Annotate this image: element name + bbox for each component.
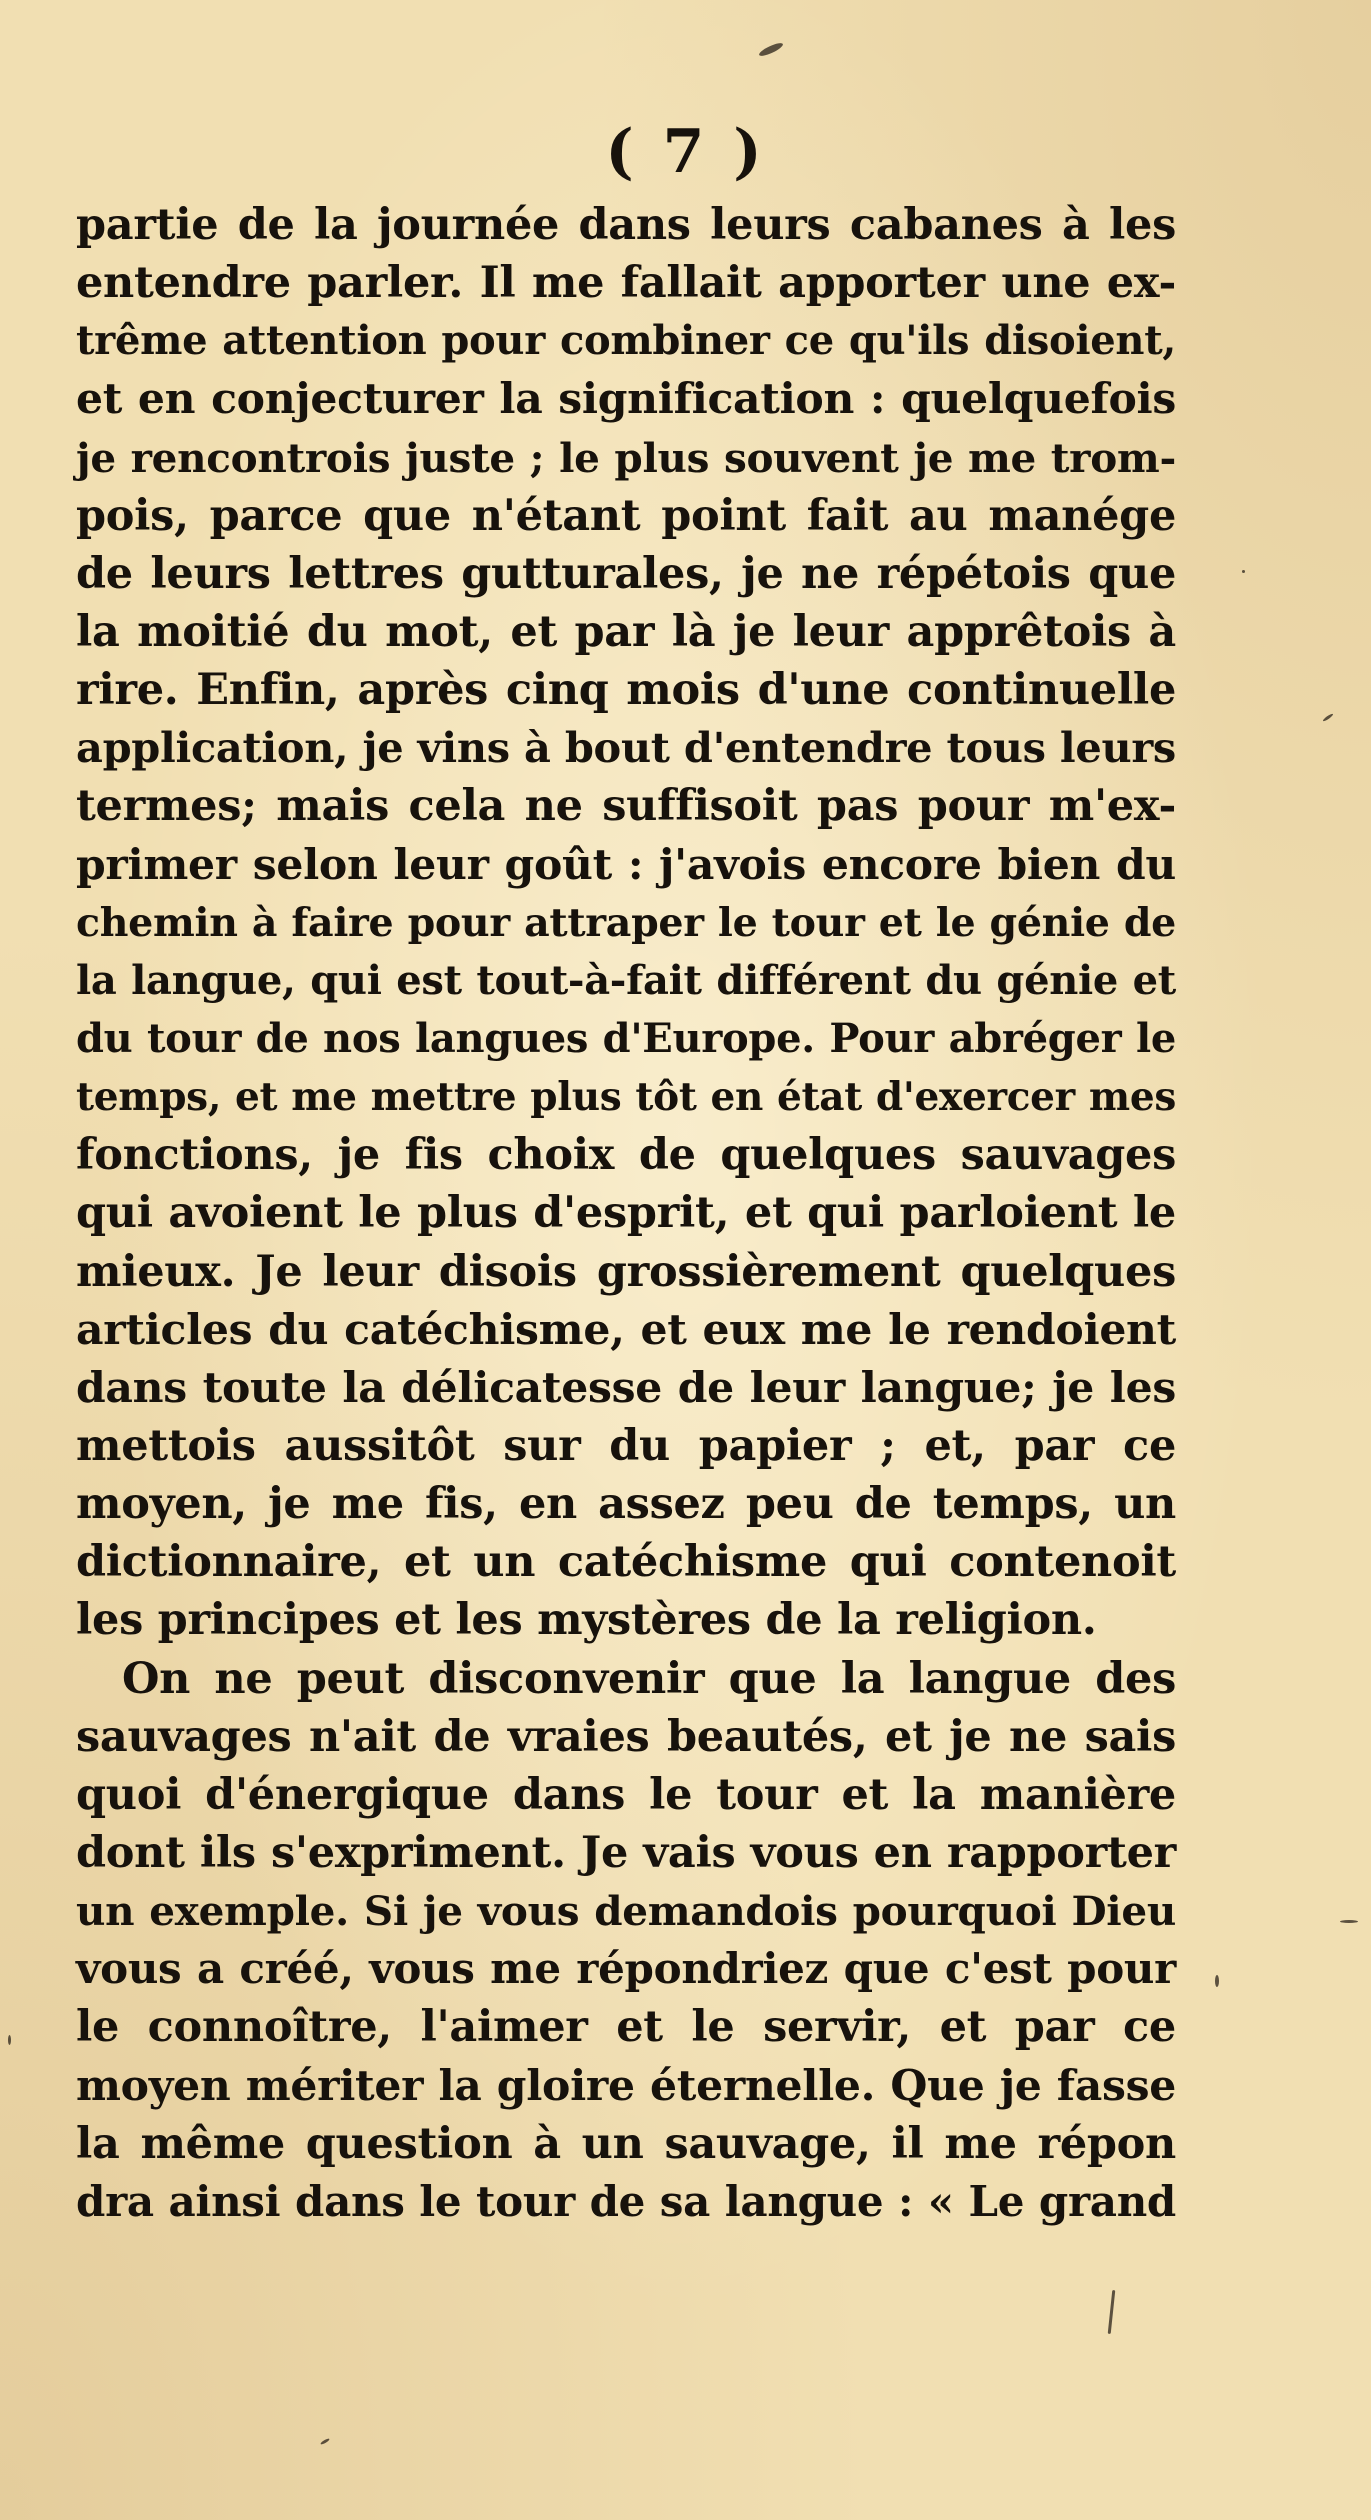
text-line: et en conjecturer la signification : quelquefois: [76, 374, 1176, 425]
ink-speck: [320, 2438, 330, 2446]
text-line: temps, et me mettre plus tôt en état d'exercer mes: [76, 1074, 1176, 1121]
text-line: fonctions, je fis choix de quelques sauvages: [76, 1130, 1176, 1181]
text-line: rire. Enfin, après cinq mois d'une continuelle: [76, 665, 1176, 716]
text-line: primer selon leur goût : j'avois encore bien du: [76, 839, 1176, 890]
ink-speck: [758, 41, 785, 58]
text-line: chemin à faire pour attraper le tour et le génie de: [76, 899, 1176, 946]
text-line: qui avoient le plus d'esprit, et qui parloient le: [76, 1188, 1176, 1239]
text-line: je rencontrois juste ; le plus souvent je me trom-: [76, 433, 1176, 482]
ink-speck: [1322, 713, 1334, 722]
text-line: les principes et les mystères de la religion.: [76, 1595, 1097, 1646]
text-line: moyen, je me fis, en assez peu de temps, un: [76, 1479, 1176, 1530]
text-line: un exemple. Si je vous demandois pourquoi Dieu: [76, 1887, 1176, 1936]
text-line: de leurs lettres gutturales, je ne répétois que: [76, 548, 1176, 599]
text-line: dont ils s'expriment. Je vais vous en rapporter: [76, 1827, 1176, 1878]
ink-speck: [1108, 2290, 1116, 2334]
text-line: dra ainsi dans le tour de sa langue : « Le grand: [76, 2176, 1176, 2226]
text-line: la moitié du mot, et par là je leur apprêtois à: [76, 606, 1176, 657]
text-line: On ne peut disconvenir que la langue des: [122, 1653, 1176, 1704]
text-line: du tour de nos langues d'Europe. Pour abréger le: [76, 1014, 1176, 1062]
text-line: mettois aussitôt sur du papier ; et, par ce: [76, 1420, 1176, 1471]
text-line: moyen mériter la gloire éternelle. Que je fasse: [76, 2060, 1176, 2111]
text-line: articles du catéchisme, et eux me le rendoient: [76, 1304, 1176, 1355]
text-line: vous a créé, vous me répondriez que c'est pour: [76, 1944, 1176, 1994]
ink-speck: [1340, 1920, 1358, 1923]
body-text: [76, 196, 1176, 2231]
text-line: dictionnaire, et un catéchisme qui contenoit: [76, 1537, 1176, 1588]
text-line: trême attention pour combiner ce qu'ils disoient,: [76, 317, 1176, 365]
text-line: termes; mais cela ne suffisoit pas pour m'ex-: [76, 781, 1176, 832]
text-line: pois, parce que n'étant point fait au manége: [76, 490, 1176, 541]
text-line: sauvages n'ait de vraies beautés, et je ne sais: [76, 1711, 1176, 1762]
ink-speck: [8, 2035, 11, 2045]
text-line: la langue, qui est tout-à-fait différent du génie et: [76, 956, 1176, 1004]
text-line: partie de la journée dans leurs cabanes à les: [76, 200, 1176, 250]
text-line: dans toute la délicatesse de leur langue; je les: [76, 1362, 1176, 1413]
text-line: mieux. Je leur disois grossièrement quelques: [76, 1246, 1176, 1297]
ink-speck: [1242, 570, 1245, 573]
page-number: ( 7 ): [605, 117, 766, 187]
ink-speck: [1215, 1975, 1219, 1987]
text-line: quoi d'énergique dans le tour et la manière: [76, 1769, 1176, 1820]
text-line: application, je vins à bout d'entendre tous leurs: [76, 723, 1176, 773]
text-line: entendre parler. Il me fallait apporter une ex-: [76, 258, 1176, 309]
text-line: la même question à un sauvage, il me répon: [76, 2118, 1176, 2169]
text-line: le connoître, l'aimer et le servir, et par ce: [76, 2002, 1176, 2053]
